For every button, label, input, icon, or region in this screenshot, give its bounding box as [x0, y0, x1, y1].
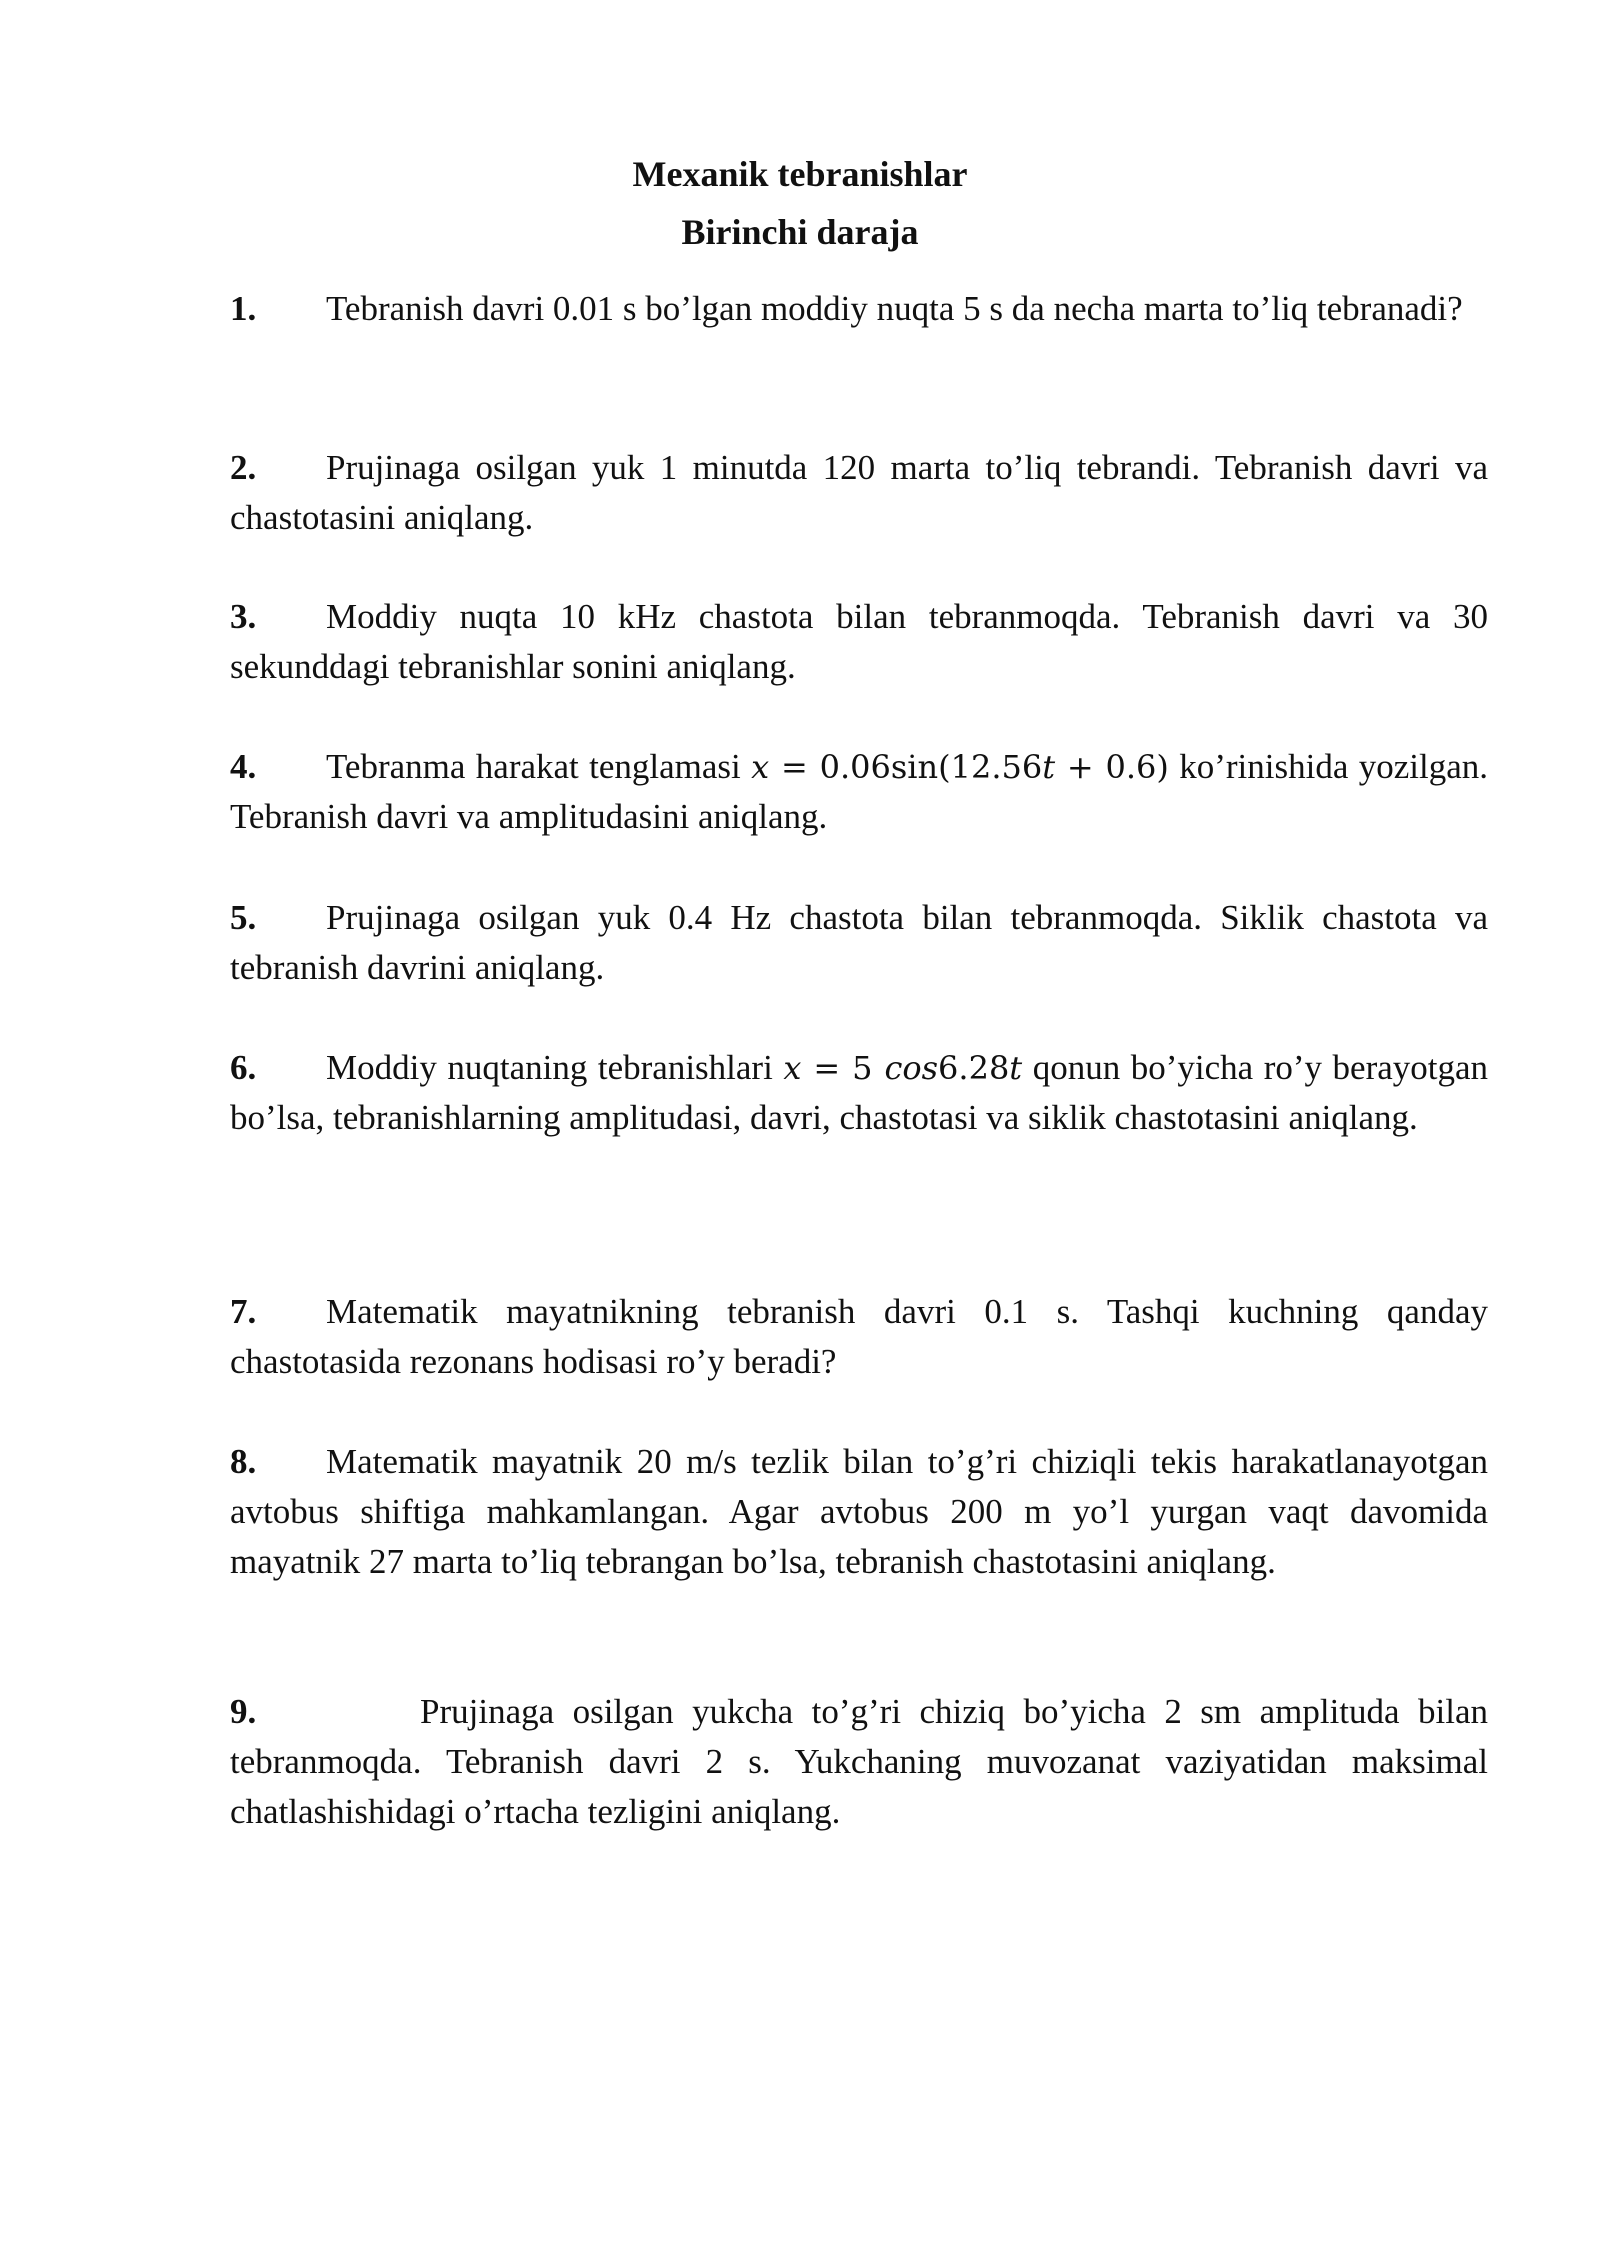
problem-text: Matematik mayatnik 20 m/s tezlik bilan to’g’ri chiziqli tekis harakatlanayotgan avtobus shiftiga mahkamlangan. Agar avtobus 200 m yo’l yurgan vaqt davomida mayatnik 27 marta to’liq tebrangan bo’lsa, tebranish chastotasini aniqlang.	[230, 1442, 1488, 1581]
equation	[783, 1049, 1022, 1087]
problem-number: 2.	[230, 448, 257, 487]
problem-number: 9.	[230, 1692, 257, 1731]
equation-body: = 5	[801, 1049, 885, 1087]
problem-text: Moddiy nuqta 10 kHz chastota bilan tebranmoqda. Tebranish davri va 30 sekunddagi tebranishlar sonini aniqlang.	[230, 597, 1488, 686]
equation-cos: cos	[884, 1049, 939, 1087]
equation-body: = 0.06sin(12.56	[769, 748, 1043, 786]
problem-3	[230, 592, 1488, 692]
problem-text: Tebranish davri 0.01 s bo’lgan moddiy nuqta 5 s da necha marta to’liq tebranadi?	[326, 289, 1463, 328]
problem-text: Prujinaga osilgan yukcha to’g’ri chiziq bo’yicha 2 sm amplituda bilan tebranmoqda. Tebranish davri 2 s. Yukchaning muvozanat vaziyatidan maksimal chatlashishidagi o’rtacha tezligini aniqlang.	[230, 1692, 1488, 1831]
problem-text: Prujinaga osilgan yuk 1 minutda 120 marta to’liq tebrandi. Tebranish davri va chastotasini aniqlang.	[230, 448, 1488, 537]
page-subtitle: Birinchi daraja	[681, 212, 919, 252]
problem-text: Matematik mayatnikning tebranish davri 0.1 s. Tashqi kuchning qanday chastotasida rezonans hodisasi ro’y beradi?	[230, 1292, 1488, 1381]
problem-9	[230, 1687, 1488, 1837]
problem-2	[230, 443, 1488, 543]
problem-text-before: Moddiy nuqtaning tebranishlari	[326, 1048, 773, 1087]
problem-number: 1.	[230, 289, 257, 328]
problem-number: 4.	[230, 747, 257, 786]
problem-number: 6.	[230, 1048, 257, 1087]
problem-text-after: ko’rinishida yozilgan. Tebranish davri va amplitudasini aniqlang.	[230, 747, 1489, 836]
equation-variable: x	[783, 1049, 802, 1087]
problem-text-before: Tebranma harakat tenglamasi	[326, 747, 741, 786]
problem-number: 3.	[230, 597, 257, 636]
equation	[751, 748, 1169, 786]
equation-time-variable: t	[1042, 748, 1056, 786]
equation-time-variable: t	[1009, 1049, 1023, 1087]
equation-end: + 0.6)	[1055, 748, 1169, 786]
problem-7	[230, 1287, 1488, 1387]
page-title: Mexanik tebranishlar	[632, 154, 968, 194]
equation-variable: x	[751, 748, 770, 786]
problem-1	[230, 284, 1488, 334]
equation-number: 6.28	[938, 1049, 1010, 1087]
problem-number: 7.	[230, 1292, 257, 1331]
problem-number: 5.	[230, 898, 257, 937]
problem-number: 8.	[230, 1442, 257, 1481]
problem-8	[230, 1437, 1488, 1587]
problem-text: Prujinaga osilgan yuk 0.4 Hz chastota bilan tebranmoqda. Siklik chastota va tebranish davrini aniqlang.	[230, 898, 1488, 987]
problem-4	[230, 742, 1488, 842]
problem-text-after: qonun bo’yicha ro’y berayotgan bo’lsa, tebranishlarning amplitudasi, davri, chastotasi va siklik chastotasini aniqlang.	[230, 1048, 1489, 1137]
problem-6	[230, 1043, 1488, 1143]
problem-5	[230, 893, 1488, 993]
